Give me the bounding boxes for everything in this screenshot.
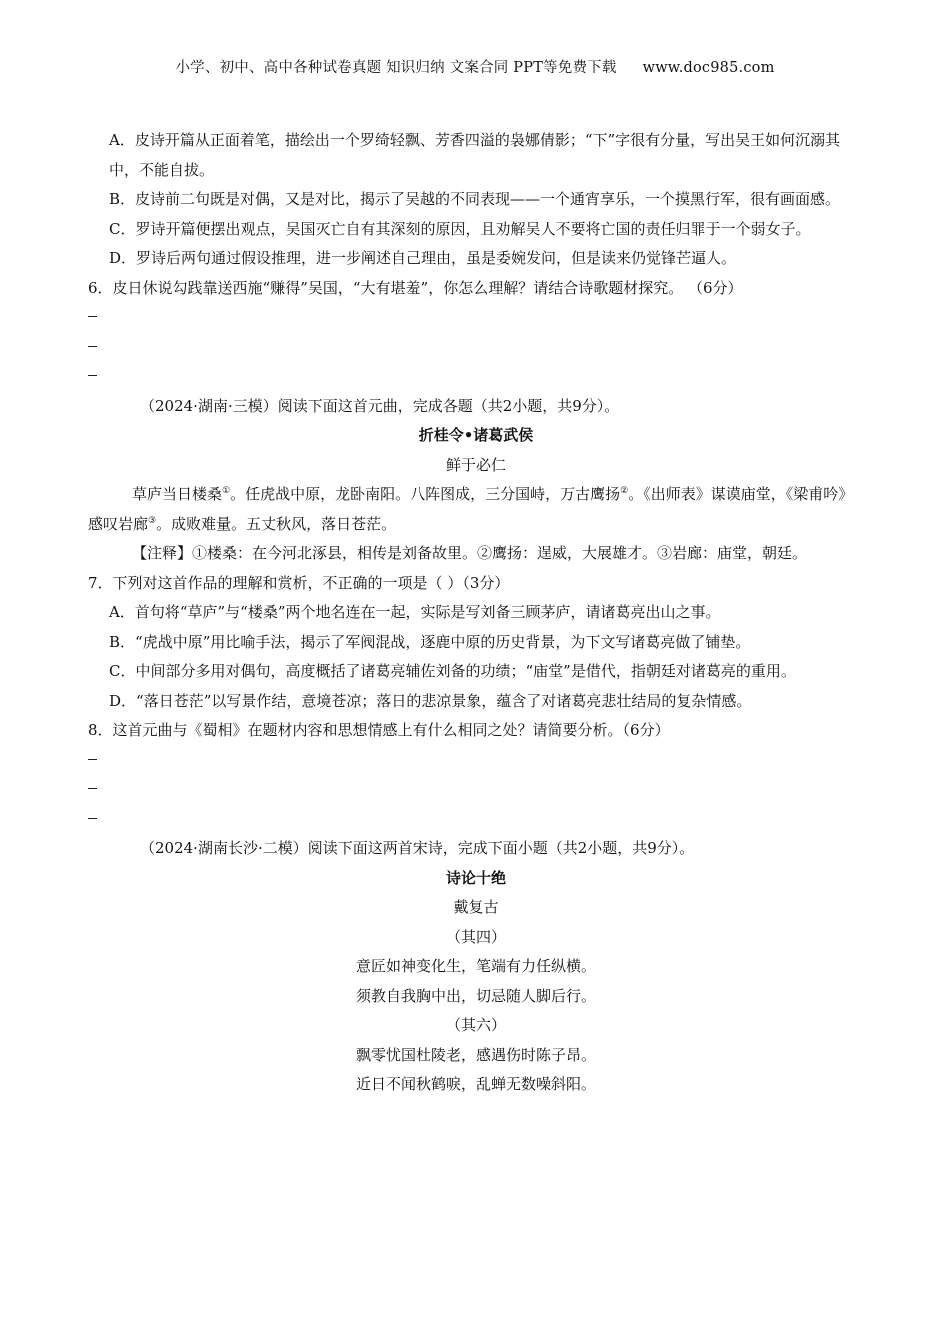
poem-author: 戴复古 (453, 898, 499, 916)
question-7: 7．下列对这首作品的理解和赏析，不正确的一项是（ ）（3分） (88, 573, 510, 592)
poem-notes: 【注释】①楼桑：在今河北涿县，相传是刘备故里。②鹰扬：逞威，大展雄才。③岩廊：庙堂，朝廷。 (132, 544, 808, 562)
q7-option-c: C．中间部分多用对偶句，高度概括了诸葛亮辅佐刘备的功绩；“庙堂”是借代，指朝廷对诸葛亮的重用。 (109, 662, 796, 680)
poem-line: 近日不闻秋鹤唳，乱蝉无数噪斜阳。 (355, 1075, 596, 1093)
header-text: 小学、初中、高中各种试卷真题 知识归纳 文案合同 PPT等免费下载 (175, 60, 617, 76)
header-url[interactable]: www.doc985.com (642, 60, 775, 76)
q5-option-b: B．皮诗前二句既是对偶，又是对比，揭示了吴越的不同表现——一个通宵享乐，一个摸黑行军，很有画面感。 (109, 190, 841, 208)
answer-line[interactable] (88, 362, 864, 392)
answer-line[interactable] (88, 805, 864, 835)
q7-option-d: D．“落日苍茫”以写景作结，意境苍凉；落日的悲凉景象，蕴含了对诸葛亮悲壮结局的复杂情感。 (109, 691, 752, 710)
q7-option-a: A．首句将“草庐”与“楼桑”两个地名连在一起，实际是写刘备三顾茅庐，请诸葛亮出山之事。 (109, 603, 721, 621)
answer-line[interactable] (88, 303, 864, 333)
poem-line: 意匠如神变化生，笔端有力任纵横。 (355, 957, 596, 975)
q5-option-c: C．罗诗开篇便摆出观点，吴国灭亡自有其深刻的原因，且劝解吴人不要将亡国的责任归罪于一个弱女子。 (109, 219, 811, 238)
q5-option-a: A．皮诗开篇从正面着笔，描绘出一个罗绮轻飘、芳香四溢的袅娜倩影；“下”字很有分量，写出吴王如何沉溺其中，不能自拔。 (109, 131, 841, 179)
poem-title: 折桂令•诸葛武侯 (418, 426, 534, 444)
poem-body: 草庐当日楼桑①。任虎战中原，龙卧南阳。八阵图成，三分国峙，万古鹰扬②。《出师表》谋谟庙堂，《梁甫吟》感叹岩廊③。成败难量。五丈秋风，落日苍茫。 (88, 485, 854, 533)
poem-subtitle: （其六） (445, 1016, 506, 1034)
page-header (0, 56, 950, 77)
poem-subtitle: （其四） (445, 927, 506, 946)
answer-line[interactable] (88, 775, 864, 805)
poem-line: 须教自我胸中出，切忌随人脚后行。 (355, 986, 596, 1005)
q5-option-d: D．罗诗后两句通过假设推理，进一步阐述自己理由，虽是委婉发问，但是读来仍觉锋芒逼人。 (109, 249, 737, 267)
poem-line: 飘零忧国杜陵老，感遇伤时陈子昂。 (355, 1045, 596, 1064)
poem-title: 诗论十绝 (445, 868, 506, 887)
answer-line[interactable] (88, 746, 864, 776)
question-6: 6．皮日休说勾践靠送西施“赚得”吴国，“大有堪羞”，你怎么理解？请结合诗歌题材探究。 （6分） (88, 278, 743, 297)
question-8: 8．这首元曲与《蜀相》在题材内容和思想情感上有什么相同之处？请简要分析。（6分） (88, 721, 670, 739)
section-intro: （2024·湖南·三模）阅读下面这首元曲，完成各题（共2小题，共9分）。 (140, 396, 620, 415)
section-intro: （2024·湖南长沙·二模）阅读下面这两首宋诗，完成下面小题（共2小题，共9分）。 (140, 839, 695, 857)
poem-author: 鲜于必仁 (445, 455, 506, 474)
document-body (88, 126, 864, 1100)
answer-line[interactable] (88, 333, 864, 363)
q7-option-b: B．“虎战中原”用比喻手法，揭示了军阀混战，逐鹿中原的历史背景，为下文写诸葛亮做了铺垫。 (109, 632, 751, 651)
